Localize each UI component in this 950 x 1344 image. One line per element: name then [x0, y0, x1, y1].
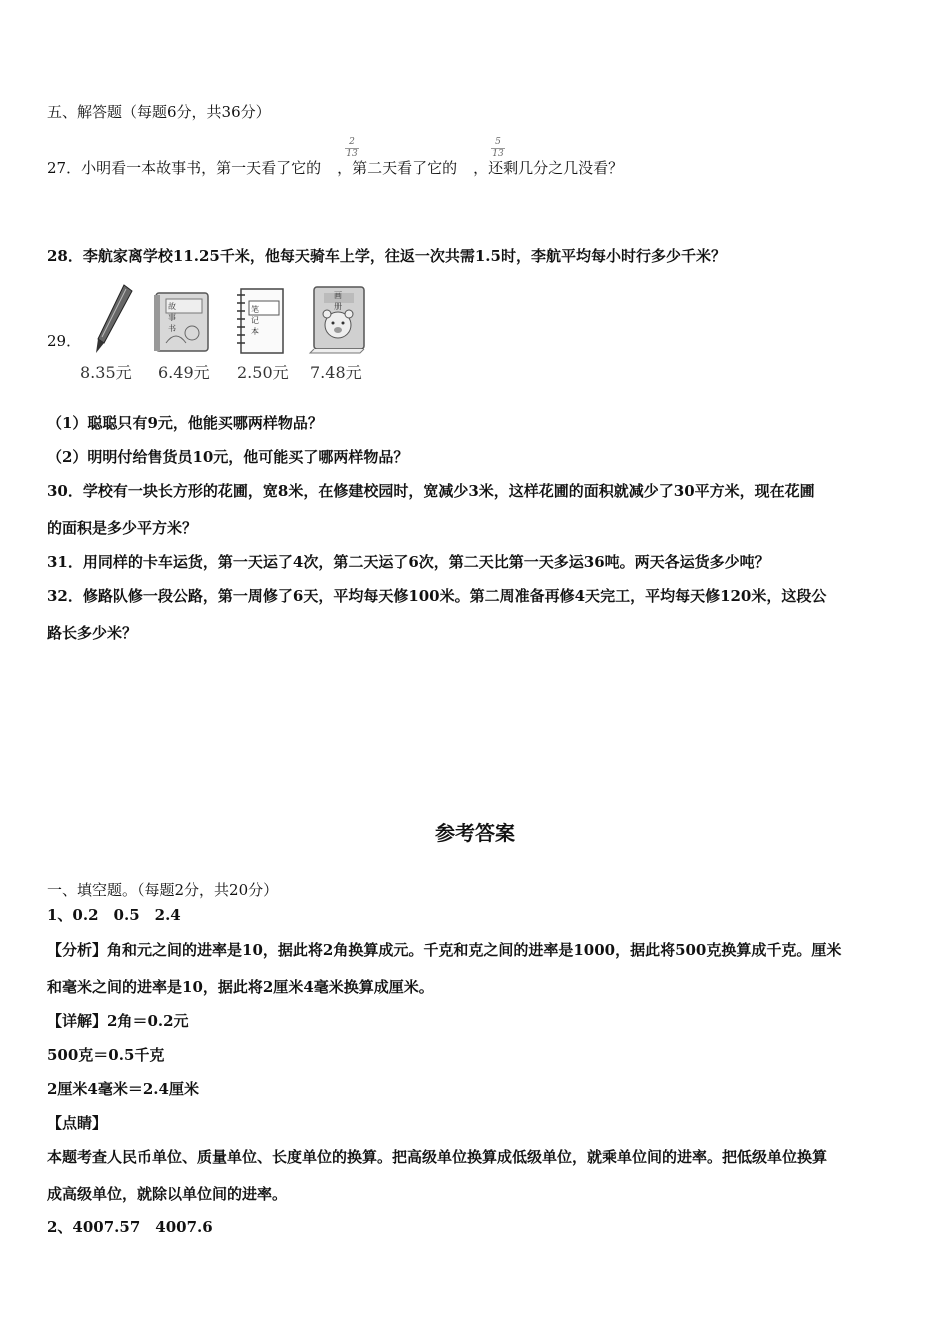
- album-label: 画册: [334, 291, 342, 311]
- question-29-number: 29．: [47, 332, 82, 350]
- price-album: 7.48元: [310, 363, 362, 382]
- question-29-sub2: （2）明明付给售货员10元，他可能买了哪两样物品？: [47, 448, 409, 466]
- detail-line1: 【详解】2角＝0.2元: [47, 1012, 189, 1030]
- section-heading: 五、解答题（每题6分，共36分）: [47, 103, 271, 121]
- question-28: 28．李航家离学校11.25千米，他每天骑车上学，往返一次共需1.5时，李航平均每小时行多少千米？: [47, 247, 726, 265]
- price-pen: 8.35元: [80, 363, 132, 382]
- question-29-sub1: （1）聪聪只有9元，他能买哪两样物品？: [47, 414, 323, 432]
- fraction-5-13: $\frac{5}{13}$: [492, 137, 504, 159]
- notebook-icon: [235, 287, 287, 359]
- question-32-line1: 32．修路队修一段公路，第一周修了6天，平均每天修100米。第二周准备再修4天完工，平均每天修120米，这段公: [47, 587, 827, 605]
- q27-middle: ，第二天看了它的: [337, 159, 458, 177]
- pen-icon: [90, 283, 134, 359]
- answer-2: 2、4007.57 4007.6: [47, 1218, 213, 1236]
- question-27: [47, 157, 623, 179]
- analysis-line2: 和毫米之间的进率是10，据此将2厘米4毫米换算成厘米。: [47, 978, 434, 996]
- storybook-icon: [152, 289, 214, 359]
- comment-line2: 成高级单位，就除以单位间的进率。: [47, 1185, 288, 1203]
- price-storybook: 6.49元: [158, 363, 210, 382]
- question-32-line2: 路长多少米？: [47, 624, 138, 642]
- question-31: 31．用同样的卡车运货，第一天运了4次，第二天运了6次，第二天比第一天多运36吨。两天各运货多少吨？: [47, 553, 770, 571]
- storybook-label: 故事书: [168, 302, 176, 333]
- detail-line2: 500克＝0.5千克: [47, 1046, 165, 1064]
- detail-line3: 2厘米4毫米＝2.4厘米: [47, 1080, 199, 1098]
- q27-suffix: ，还剩几分之几没看？: [473, 159, 624, 177]
- comment-heading: 【点睛】: [47, 1114, 108, 1132]
- answer-1: 1、0.2 0.5 2.4: [47, 906, 181, 924]
- q27-prefix: 27．小明看一本故事书，第一天看了它的: [47, 159, 322, 177]
- analysis-line1: 【分析】角和元之间的进率是10，据此将2角换算成元。千克和克之间的进率是1000，据此将500克换算成千克。厘米: [47, 941, 842, 959]
- comment-line1: 本题考查人民币单位、质量单位、长度单位的换算。把高级单位换算成低级单位，就乘单位间的进率。把低级单位换算: [47, 1148, 828, 1166]
- answers-title: 参考答案: [435, 821, 515, 845]
- price-notebook: 2.50元: [237, 363, 289, 382]
- question-30-line1: 30．学校有一块长方形的花圃，宽8米，在修建校园时，宽减少3米，这样花圃的面积就减少了30平方米，现在花圃: [47, 482, 815, 500]
- notebook-label: 笔记本: [251, 305, 259, 336]
- question-30-line2: 的面积是多少平方米？: [47, 519, 198, 537]
- fraction-2-13: $\frac{2}{13}$: [346, 137, 358, 159]
- answers-section-heading: 一、填空题。（每题2分，共20分）: [47, 881, 279, 899]
